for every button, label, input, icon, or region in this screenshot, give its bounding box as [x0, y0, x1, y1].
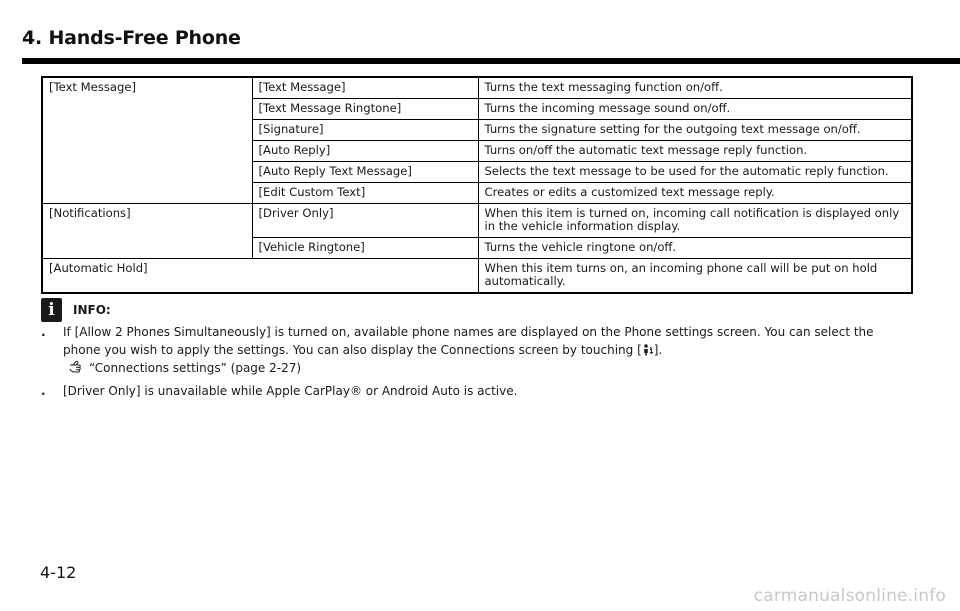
setting-cell: [Driver Only] [252, 204, 478, 238]
list-item [41, 382, 913, 400]
action-cell: Selects the text message to be used for the automatic reply function. [478, 162, 912, 183]
page-number: 4-12 [40, 563, 77, 582]
group-cell [42, 162, 252, 183]
table-row [42, 162, 912, 183]
table-row [42, 120, 912, 141]
info-icon: i [41, 298, 62, 322]
action-cell: When this item turns on, an incoming phone call will be put on hold automatically. [478, 259, 912, 294]
group-cell [42, 183, 252, 204]
title-divider [22, 58, 960, 64]
bullet: . [41, 384, 46, 398]
settings-table [41, 76, 913, 294]
table-row [42, 183, 912, 204]
action-cell: Turns the signature setting for the outgoing text message on/off. [478, 120, 912, 141]
group-cell: [Automatic Hold] [42, 259, 478, 294]
pointing-hand-icon [69, 360, 89, 374]
table-row [42, 259, 912, 294]
group-cell: [Text Message] [42, 77, 252, 99]
info-heading [41, 298, 111, 322]
setting-cell: [Auto Reply Text Message] [252, 162, 478, 183]
table-row [42, 141, 912, 162]
setting-cell: [Auto Reply] [252, 141, 478, 162]
info-label: INFO: [73, 303, 111, 317]
action-cell: When this item is turned on, incoming call notification is displayed only in the vehicle information display. [478, 204, 912, 238]
page-reference[interactable] [63, 359, 913, 377]
setting-cell: [Vehicle Ringtone] [252, 238, 478, 259]
group-cell: [Notifications] [42, 204, 252, 238]
table-row [42, 99, 912, 120]
group-cell [42, 120, 252, 141]
setting-cell: [Signature] [252, 120, 478, 141]
list-item [41, 323, 913, 377]
connections-icon [642, 343, 654, 356]
action-cell: Creates or edits a customized text message reply. [478, 183, 912, 204]
info-notes [41, 323, 913, 405]
note-text: If [Allow 2 Phones Simultaneously] is turned on, available phone names are displayed on the Phone settings screen. You can select the phone you wish to apply the settings. You can also display the Connections screen by touching [ [63, 325, 874, 357]
chapter-title: 4. Hands-Free Phone [22, 27, 241, 49]
group-cell [42, 238, 252, 259]
table-row [42, 204, 912, 238]
setting-cell: [Text Message Ringtone] [252, 99, 478, 120]
group-cell [42, 141, 252, 162]
group-cell [42, 99, 252, 120]
setting-cell: [Edit Custom Text] [252, 183, 478, 204]
reference-text: “Connections settings” (page 2-27) [89, 361, 302, 375]
note-text-end: ]. [653, 343, 663, 357]
bullet: . [41, 325, 46, 339]
note-text: [Driver Only] is unavailable while Apple CarPlay® or Android Auto is active. [63, 384, 518, 398]
action-cell: Turns the incoming message sound on/off. [478, 99, 912, 120]
table-row [42, 238, 912, 259]
action-cell: Turns the text messaging function on/off. [478, 77, 912, 99]
action-cell: Turns on/off the automatic text message reply function. [478, 141, 912, 162]
action-cell: Turns the vehicle ringtone on/off. [478, 238, 912, 259]
setting-cell: [Text Message] [252, 77, 478, 99]
table-row [42, 77, 912, 99]
watermark: carmanualsonline.info [753, 586, 946, 606]
